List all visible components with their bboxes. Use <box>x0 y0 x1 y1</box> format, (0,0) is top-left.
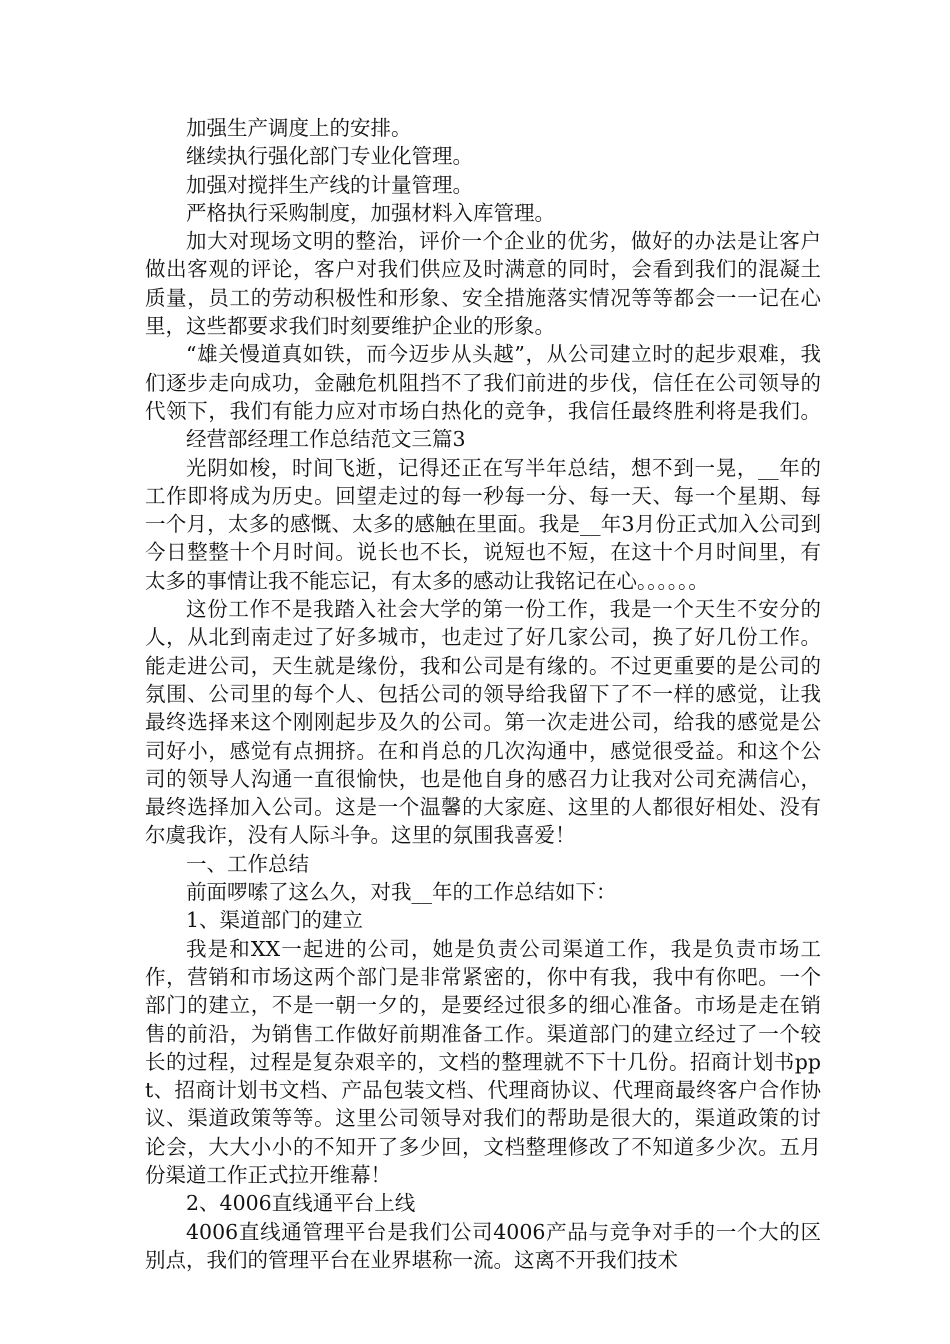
paragraph-text: “雄关慢道真如铁，而今迈步从头越”，从公司建立时的起步艰难，我们逐步走向成功，金融危机阻挡不了我们前进的步伐，信任在公司领导的代领下，我们有能力应对市场白热化的竞争，我信任最终胜利将是我们。 <box>145 342 821 423</box>
paragraph: 我是和XX一起进的公司，她是负责公司渠道工作，我是负责市场工作，营销和市场这两个部门是非常紧密的，你中有我，我中有你吧。一个部门的建立，不是一朝一夕的，是要经过很多的细心准备。市场是走在销售的前沿，为销售工作做好前期准备工作。渠道部门的建立经过了一个较长的过程，过程是复杂艰辛的，文档的整理就不下十几份。招商计划书ppt、招商计划书文档、产品包装文档、代理商协议、代理商最终客户合作协议、渠道政策等等。这里公司领导对我们的帮助是很大的，渠道政策的讨论会，大大小小的不知开了多少回，文档整理修改了不知道多少次。五月份渠道工作正式拉开维幕！ <box>145 936 821 1187</box>
paragraph: 4006直线通管理平台是我们公司4006产品与竞争对手的一个大的区别点，我们的管理平台在业界堪称一流。这离不开我们技术 <box>145 1219 821 1272</box>
paragraph: 继续执行强化部门专业化管理。 <box>186 144 473 169</box>
paragraph: 光阴如梭，时间飞逝，记得还正在写半年总结，想不到一晃，__年的工作即将成为历史。回望走过的每一秒每一分、每一天、每一个星期、每一个月，太多的感慨、太多的感触在里面。我是__年3月份正式加入公司到今日整整十个月时间。说长也不长，说短也不短，在这十个月时间里，有太多的事情让我不能忘记，有太多的感动让我铭记在心。。。。。。 <box>145 455 821 593</box>
paragraph-with-title <box>145 340 821 453</box>
subsection-heading: 1、渠道部门的建立 <box>186 908 364 933</box>
paragraph: 前面啰嗦了这么久，对我__年的工作总结如下： <box>186 880 617 905</box>
article-title: 经营部经理工作总结范文三篇3 <box>186 427 466 452</box>
paragraph: 这份工作不是我踏入社会大学的第一份工作，我是一个天生不安分的人，从北到南走过了好多城市，也走过了好几家公司，换了好几份工作。能走进公司，天生就是缘份，我和公司是有缘的。不过更重要的是公司的氛围、公司里的每个人、包括公司的领导给我留下了不一样的感觉，让我最终选择来这个刚刚起步及久的公司。第一次走进公司，给我的感觉是公司好小，感觉有点拥挤。在和肖总的几次沟通中，感觉很受益。和这个公司的领导人沟通一直很愉快，也是他自身的感召力让我对公司充满信心，最终选择加入公司。这是一个温馨的大家庭、这里的人都很好相处、没有尔虞我诈，没有人际斗争。这里的氛围我喜爱！ <box>145 597 821 848</box>
paragraph: 加强对搅拌生产线的计量管理。 <box>186 172 473 197</box>
paragraph: 加强生产调度上的安排。 <box>186 116 412 140</box>
document-page <box>145 114 821 1274</box>
paragraph: 加大对现场文明的整治，评价一个企业的优劣，做好的办法是让客户做出客观的评论，客户对我们供应及时满意的同时，会看到我们的混凝土质量，员工的劳动积极性和形象、安全措施落实情况等等都会一一记在心里，这些都要求我们时刻要维护企业的形象。 <box>145 229 821 339</box>
paragraph: 严格执行采购制度，加强材料入库管理。 <box>186 200 555 225</box>
section-heading: 一、工作总结 <box>186 851 309 876</box>
subsection-heading: 2、4006直线通平台上线 <box>186 1191 416 1216</box>
